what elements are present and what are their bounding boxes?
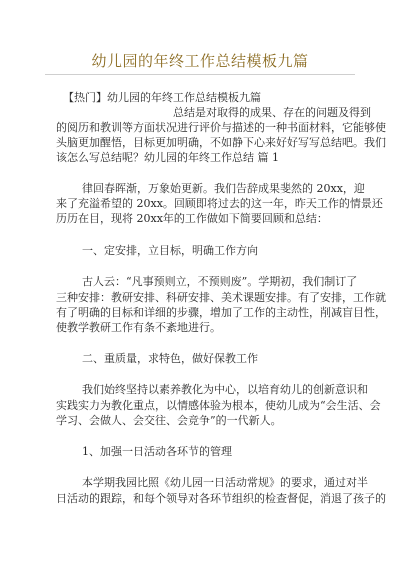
paragraph-line: 使教学教研工作有条不紊地进行。 (56, 321, 221, 334)
paragraph-line: 古人云：“凡事预则立，不预则废”。学期初，我们制订了 (82, 275, 358, 288)
section-heading: 二、重质量，求特色，做好保教工作 (82, 352, 258, 365)
paragraph-line: 来了充溢希望的 20xx。回顾即将过去的这一年，昨天工作的情景还 (56, 197, 383, 210)
paragraph-line: 我们始终坚持以素养教化为中心，以培育幼儿的创新意识和 (82, 383, 368, 396)
paragraph-line: 历历在目，现将 20xx年的工作做如下简要回顾和总结： (56, 212, 328, 225)
title-divider (45, 74, 355, 75)
document-title: 幼儿园的年终工作总结模板九篇 (91, 52, 309, 70)
paragraph-line: 实践实力为教化重点，以情感体验为根本，使幼儿成为“会生活、会 (56, 399, 381, 412)
subsection-heading: 1、加强一日活动各环节的管理 (82, 445, 232, 458)
paragraph-line: 总结是对取得的成果、存在的问题及得到 (173, 106, 371, 119)
document-subtitle: 【热门】幼儿园的年终工作总结模板九篇 (63, 91, 261, 104)
paragraph-line: 本学期我园比照《幼儿园一日活动常规》的要求，通过对半 (82, 476, 368, 489)
paragraph-line: 学习、会做人、会交往、会竞争”的一代新人。 (56, 414, 282, 427)
paragraph-line: 的阅历和教训等方面状况进行评价与描述的一种书面材料，它能够使 (56, 121, 386, 134)
paragraph-line: 律回春晖渐，万象始更新。我们告辞成果斐然的 20xx，迎 (82, 182, 365, 195)
paragraph-line: 该怎么写总结呢？幼儿园的年终工作总结 篇 1 (56, 151, 279, 164)
paragraph-line: 三种安排：教研安排、科研安排、美术课题安排。有了安排，工作就 (56, 291, 386, 304)
section-heading: 一、定安排，立目标，明确工作方向 (82, 244, 258, 257)
paragraph-line: 有了明确的目标和详细的步骤，增加了工作的主动性，削减盲目性， (56, 306, 386, 319)
paragraph-line: 头脑更加醒悟，目标更加明确，不如静下心来好好写写总结吧。我们 (56, 136, 386, 149)
paragraph-line: 日活动的跟踪，和每个领导对各环节组织的检查督促，消退了孩子的 (56, 492, 386, 505)
